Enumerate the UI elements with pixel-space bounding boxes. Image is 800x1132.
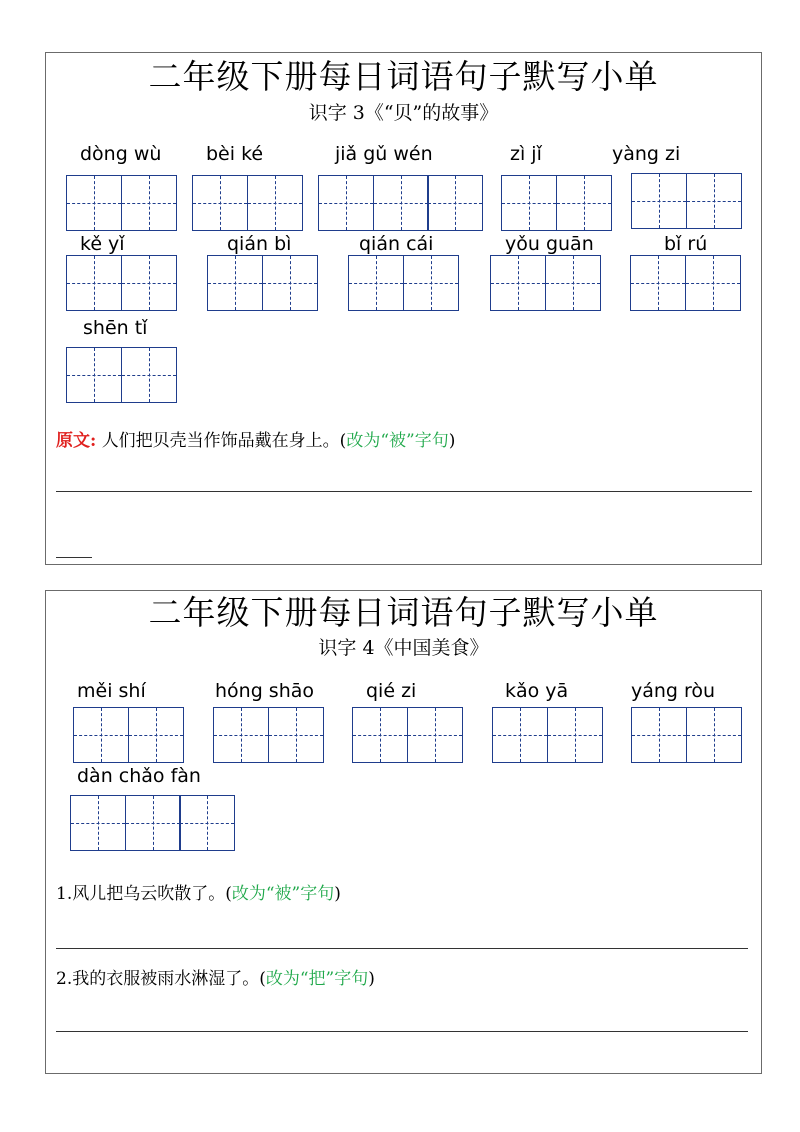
pinyin-label: kǎo yā: [505, 680, 569, 702]
writing-grid[interactable]: [501, 175, 610, 231]
page-title: 二年级下册每日词语句子默写小单: [148, 593, 659, 632]
sentence-prompt: [56, 430, 455, 452]
sentence-close: ): [448, 431, 456, 451]
pinyin-label: qián bì: [227, 233, 292, 255]
page-title: 二年级下册每日词语句子默写小单: [148, 57, 659, 96]
writing-cell[interactable]: [501, 175, 557, 231]
writing-cell[interactable]: [556, 175, 612, 231]
pinyin-label: hóng shāo: [215, 680, 315, 702]
writing-cell[interactable]: [73, 707, 129, 763]
pinyin-label: yǒu guān: [505, 233, 594, 255]
writing-cell[interactable]: [373, 175, 429, 231]
sentence-text: 1.风儿把乌云吹散了。(: [56, 884, 232, 904]
pinyin-label: shēn tǐ: [83, 317, 148, 339]
writing-cell[interactable]: [631, 173, 687, 229]
writing-cell[interactable]: [121, 347, 177, 403]
sentence-text: 人们把贝壳当作饰品戴在身上。(: [101, 431, 347, 451]
writing-cell[interactable]: [630, 255, 686, 311]
writing-cell[interactable]: [128, 707, 184, 763]
writing-grid[interactable]: [630, 255, 739, 311]
writing-grid[interactable]: [73, 707, 182, 763]
pinyin-label: qié zi: [366, 680, 417, 702]
writing-cell[interactable]: [70, 795, 126, 851]
sentence-text: 2.我的衣服被雨水淋湿了。(: [56, 969, 266, 989]
writing-grid[interactable]: [348, 255, 457, 311]
writing-cell[interactable]: [686, 173, 742, 229]
answer-line-short[interactable]: [56, 557, 92, 558]
pinyin-label: qián cái: [359, 233, 434, 255]
writing-cell[interactable]: [192, 175, 248, 231]
writing-cell[interactable]: [207, 255, 263, 311]
writing-grid[interactable]: [66, 175, 175, 231]
worksheet-card-1: [45, 52, 762, 565]
writing-cell[interactable]: [348, 255, 404, 311]
writing-cell[interactable]: [545, 255, 601, 311]
writing-cell[interactable]: [268, 707, 324, 763]
pinyin-label: měi shí: [77, 680, 146, 702]
writing-cell[interactable]: [403, 255, 459, 311]
writing-grid[interactable]: [66, 347, 175, 403]
sentence-prompt: [56, 883, 341, 905]
writing-cell[interactable]: [547, 707, 603, 763]
writing-cell[interactable]: [685, 255, 741, 311]
writing-cell[interactable]: [492, 707, 548, 763]
writing-cell[interactable]: [121, 175, 177, 231]
answer-line[interactable]: [56, 491, 752, 492]
writing-cell[interactable]: [66, 347, 122, 403]
pinyin-label: kě yǐ: [80, 233, 125, 255]
sentence-prompt: [56, 968, 375, 990]
writing-cell[interactable]: [213, 707, 269, 763]
writing-cell[interactable]: [490, 255, 546, 311]
answer-line[interactable]: [56, 948, 748, 949]
pinyin-label: dòng wù: [80, 143, 162, 165]
writing-cell[interactable]: [125, 795, 181, 851]
pinyin-label: bèi ké: [206, 143, 264, 165]
writing-grid[interactable]: [490, 255, 599, 311]
sentence-close: ): [334, 884, 341, 904]
pinyin-label: dàn chǎo fàn: [77, 765, 201, 787]
pinyin-label: bǐ rú: [664, 233, 708, 255]
writing-grid[interactable]: [207, 255, 316, 311]
writing-cell[interactable]: [262, 255, 318, 311]
writing-grid[interactable]: [352, 707, 461, 763]
pinyin-label: zì jǐ: [510, 143, 542, 165]
pinyin-label: jiǎ gǔ wén: [335, 143, 433, 165]
writing-cell[interactable]: [352, 707, 408, 763]
writing-cell[interactable]: [427, 175, 483, 231]
writing-cell[interactable]: [66, 175, 122, 231]
writing-grid[interactable]: [492, 707, 601, 763]
lesson-subtitle: 识字 4《中国美食》: [318, 637, 489, 659]
writing-cell[interactable]: [318, 175, 374, 231]
writing-grid[interactable]: [66, 255, 175, 311]
writing-grid[interactable]: [192, 175, 301, 231]
rewrite-hint: 改为“把”字句: [265, 969, 369, 989]
writing-cell[interactable]: [247, 175, 303, 231]
rewrite-hint: 改为“被”字句: [346, 431, 449, 451]
writing-cell[interactable]: [66, 255, 122, 311]
sentence-close: ): [368, 969, 375, 989]
writing-grid[interactable]: [631, 707, 740, 763]
writing-grid[interactable]: [70, 795, 234, 851]
writing-grid[interactable]: [213, 707, 322, 763]
writing-grid[interactable]: [318, 175, 482, 231]
writing-cell[interactable]: [407, 707, 463, 763]
writing-cell[interactable]: [631, 707, 687, 763]
writing-cell[interactable]: [686, 707, 742, 763]
worksheet-card-2: [45, 590, 762, 1074]
pinyin-label: yáng ròu: [631, 680, 716, 702]
writing-grid[interactable]: [631, 173, 740, 229]
answer-line[interactable]: [56, 1031, 748, 1032]
original-label: 原文:: [56, 431, 97, 451]
pinyin-label: yàng zi: [612, 143, 681, 165]
writing-cell[interactable]: [179, 795, 235, 851]
rewrite-hint: 改为“被”字句: [231, 884, 335, 904]
writing-cell[interactable]: [121, 255, 177, 311]
lesson-subtitle: 识字 3《“贝”的故事》: [308, 102, 499, 124]
